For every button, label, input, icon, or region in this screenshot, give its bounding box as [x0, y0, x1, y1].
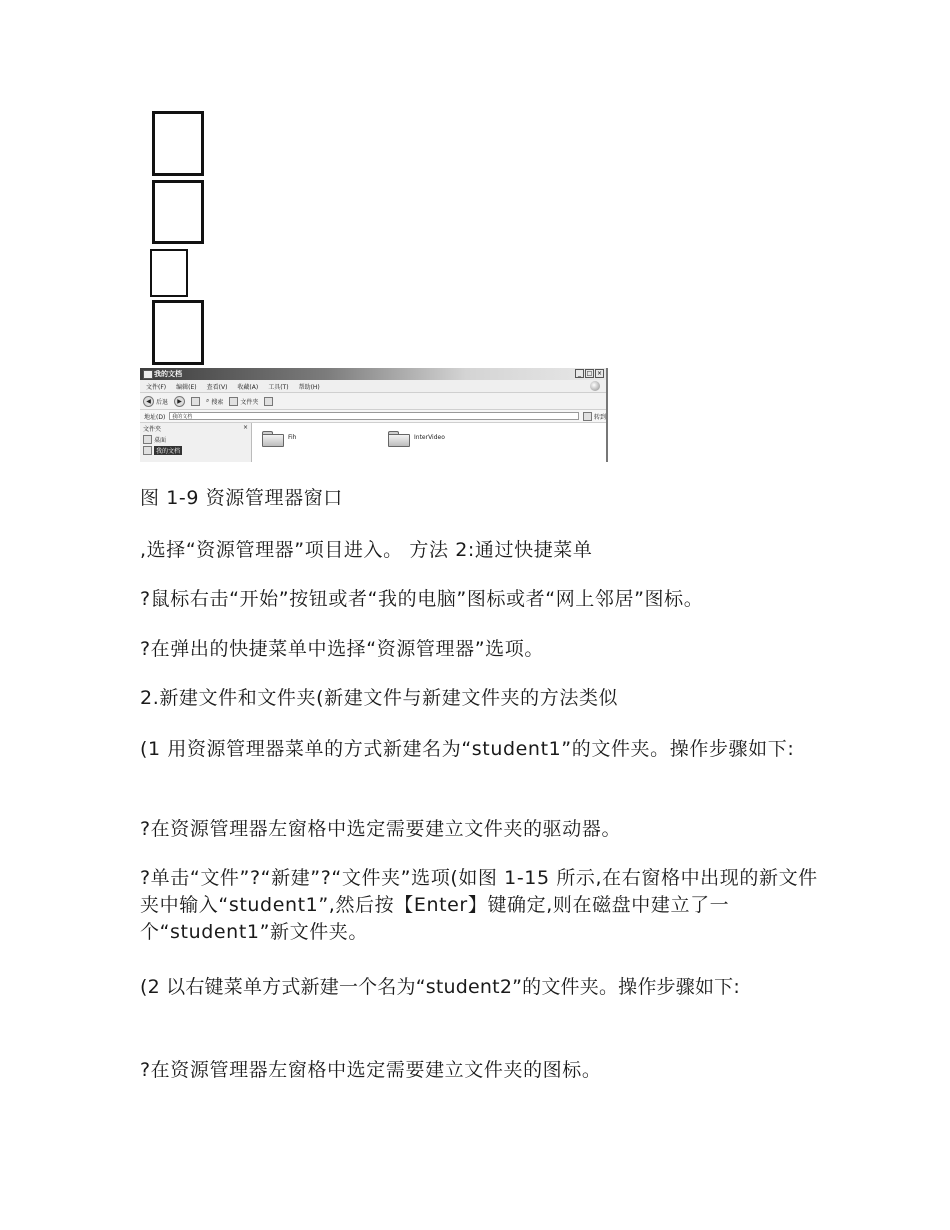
- forward-arrow-icon: ▶: [174, 396, 185, 407]
- search-icon: ⌕: [206, 397, 210, 404]
- paragraph: ,选择“资源管理器”项目进入。 方法 2:通过快捷菜单: [140, 539, 593, 561]
- paragraph: ?单击“文件”?“新建”?“文件夹”选项(如图 1-15 所示,在右窗格中出现的新文件夹中输入“student1”,然后按【Enter】键确定,则在磁盘中建立了一个“student1”新文件夹。: [140, 867, 818, 943]
- folders-pane-header: 文件夹: [143, 426, 162, 433]
- go-button: 转到: [583, 412, 606, 421]
- image-placeholder-4: [152, 300, 204, 365]
- back-button: ◀ 后退: [143, 396, 168, 407]
- menu-view: 查看(V): [206, 383, 228, 391]
- image-placeholder-3: [150, 249, 188, 297]
- window-controls: [575, 369, 604, 378]
- explorer-window-screenshot: [140, 368, 608, 462]
- menu-file: 文件(F): [146, 383, 167, 391]
- menu-help: 帮助(H): [298, 383, 320, 391]
- paragraph: ?鼠标右击“开始”按钮或者“我的电脑”图标或者“网上邻居”图标。: [140, 588, 704, 610]
- close-icon: ×: [596, 370, 603, 377]
- views-icon: [264, 397, 273, 406]
- explorer-toolbar: [140, 393, 606, 410]
- folders-pane: [140, 423, 252, 462]
- folder-icon: [262, 429, 284, 445]
- figure-caption: 图 1-9 资源管理器窗口: [140, 487, 343, 509]
- explorer-title-bar: [140, 368, 606, 380]
- pane-close-icon: ×: [242, 424, 248, 431]
- folders-button: 文件夹: [229, 397, 258, 406]
- back-arrow-icon: ◀: [143, 396, 154, 407]
- folder-icon: [143, 370, 153, 379]
- menu-edit: 编辑(E): [176, 383, 197, 391]
- documents-icon: [143, 446, 152, 455]
- menu-favorites: 收藏(A): [237, 383, 259, 391]
- paragraph: ?在资源管理器左窗格中选定需要建立文件夹的图标。: [140, 1059, 602, 1081]
- folder-icon: [388, 429, 410, 445]
- folder-item: Fih: [262, 429, 296, 445]
- paragraph: (1 用资源管理器菜单的方式新建名为“student1”的文件夹。操作步骤如下:: [140, 738, 795, 760]
- paragraph: ?在资源管理器左窗格中选定需要建立文件夹的驱动器。: [140, 818, 622, 840]
- minimize-icon: _: [575, 369, 584, 378]
- tree-item-my-documents: 我的文档: [143, 446, 248, 455]
- menu-tools: 工具(T): [268, 383, 289, 391]
- address-value: 我的文档: [172, 413, 193, 420]
- up-folder-icon: [191, 397, 200, 406]
- go-arrow-icon: [583, 412, 592, 421]
- explorer-menu-bar: [140, 380, 606, 393]
- search-button: ⌕ 搜索: [206, 397, 224, 406]
- address-field: [169, 412, 579, 420]
- tree-item-desktop: 桌面: [143, 435, 248, 444]
- explorer-body: [140, 423, 606, 462]
- explorer-address-bar: [140, 410, 606, 423]
- address-label: 地址(D): [144, 413, 166, 421]
- paragraph: ?在弹出的快捷菜单中选择“资源管理器”选项。: [140, 638, 544, 660]
- maximize-icon: □: [586, 370, 593, 377]
- file-list-pane: [252, 423, 606, 462]
- windows-logo-icon: [590, 381, 600, 391]
- image-placeholder-2: [152, 180, 204, 244]
- paragraph: (2 以右键菜单方式新建一个名为“student2”的文件夹。操作步骤如下:: [140, 976, 740, 998]
- desktop-icon: [143, 435, 152, 444]
- folders-icon: [229, 397, 238, 406]
- folder-item: InterVideo: [388, 429, 445, 445]
- section-heading: 2.新建文件和文件夹(新建文件与新建文件夹的方法类似: [140, 687, 619, 709]
- explorer-title: 我的文档: [154, 370, 182, 378]
- image-placeholder-1: [152, 111, 204, 176]
